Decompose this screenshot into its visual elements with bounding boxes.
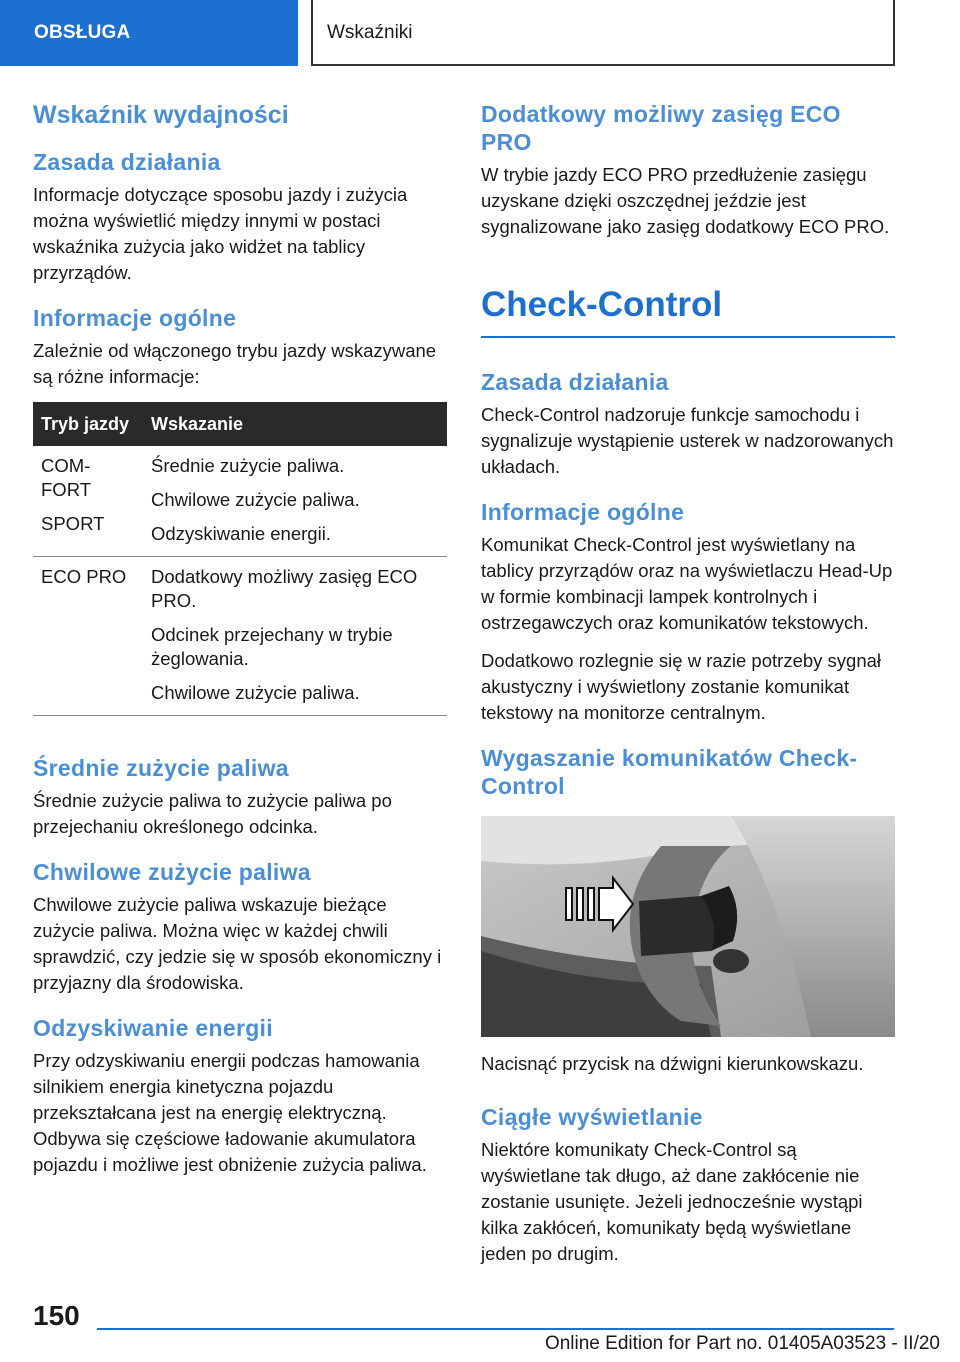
- text-zasada: Informacje dotyczące sposobu jazdy i zużycia można wyświetlić między innymi w postaci wskaźnika zużycia jako widżet na tablicy przyrządów.: [33, 184, 408, 284]
- left-column: [33, 100, 447, 1190]
- text-srednie: Średnie zużycie paliwa to zużycie paliwa po przejechaniu określonego odcinka.: [33, 790, 392, 838]
- table-cell-mode: [33, 446, 143, 557]
- table-row: [33, 446, 447, 557]
- display-item: Chwilowe zużycie paliwa.: [151, 489, 360, 511]
- display-item: Dodatkowy możliwy zasięg ECO PRO.: [151, 566, 418, 612]
- text-informacje-cc-1: Komunikat Check-Control jest wyświetlany na tablicy przyrządów oraz na wyświetlaczu Head-Up w formie kombinacji lampek kontrolnych i ostrzegawczych oraz komunikatów tekstowych.: [481, 534, 893, 634]
- table-cell-display: [143, 557, 447, 716]
- display-item: Chwilowe zużycie paliwa.: [151, 682, 360, 704]
- table-header-row: [33, 402, 447, 446]
- heading-informacje: Informacje ogólne: [33, 305, 237, 332]
- heading-chwilowe: Chwilowe zużycie paliwa: [33, 859, 311, 886]
- edition-text: Online Edition for Part no. 01405A03523 - II/20: [544, 1333, 940, 1354]
- mode-sport: SPORT: [41, 513, 105, 535]
- col-header-display: Wskazanie: [143, 402, 447, 446]
- photo-caption: Nacisnąć przycisk na dźwigni kierunkowskazu.: [481, 1053, 864, 1075]
- text-informacje-cc-2: Dodatkowo rozlegnie się w razie potrzeby sygnał akustyczny i wyświetlony zostanie komunikat tekstowy na monitorze centralnym.: [481, 650, 882, 724]
- mode-eco-pro: ECO PRO: [41, 566, 127, 588]
- heading-eco-pro: Dodatkowy możliwy zasięg ECO PRO: [481, 101, 841, 156]
- table-cell-mode: [33, 557, 143, 716]
- display-item: Średnie zużycie paliwa.: [151, 455, 345, 477]
- display-item: Odcinek przejechany w trybie żeglowania.: [151, 624, 393, 670]
- heading-zasada: Zasada działania: [33, 149, 221, 175]
- chapter-title: Wskaźniki: [311, 0, 895, 66]
- heading-informacje-cc: Informacje ogólne: [481, 499, 685, 526]
- section-title: Wskaźnik wydajności: [33, 101, 289, 129]
- text-eco-pro: W trybie jazdy ECO PRO przedłużenie zasięgu uzyskane dzięki oszczędnej jeździe jest sygnalizowane jako zasięg dodatkowy ECO PRO.: [481, 164, 890, 238]
- mode-comfort: COM-FORT: [41, 455, 92, 501]
- text-chwilowe: Chwilowe zużycie paliwa wskazuje bieżące zużycie paliwa. Można więc w każdej chwili sprawdzić, czy jedzie się w sposób ekonomiczny i przyjazny dla środowiska.: [33, 894, 442, 994]
- text-odzyskiwanie: Przy odzyskiwaniu energii podczas hamowania silnikiem energia kinetyczna pojazdu przekształcana jest na energię elektryczną. Odbywa się częściowe ładowanie akumulatora pojazdu i możliwe jest obniżenie zużycia paliwa.: [33, 1050, 427, 1176]
- page-number: 150: [33, 1300, 80, 1331]
- section-tab: OBSŁUGA: [0, 0, 298, 66]
- heading-odzyskiwanie: Odzyskiwanie energii: [33, 1015, 273, 1042]
- heading-wygaszanie: Wygaszanie komunikatów Check-Control: [481, 745, 858, 800]
- mode-table: [33, 402, 447, 716]
- table-cell-display: [143, 446, 447, 557]
- text-informacje: Zależnie od włączonego trybu jazdy wskazywane są różne informacje:: [33, 340, 437, 388]
- chapter-heading: Check-Control: [481, 284, 895, 338]
- heading-ciagle: Ciągłe wyświetlanie: [481, 1104, 703, 1131]
- right-column: [481, 100, 895, 1279]
- col-header-mode: Tryb jazdy: [33, 402, 143, 446]
- heading-srednie: Średnie zużycie paliwa: [33, 755, 289, 782]
- display-item: Odzyskiwanie energii.: [151, 523, 331, 545]
- footer-divider: [97, 1328, 894, 1330]
- text-ciagle: Niektóre komunikaty Check-Control są wyświetlane tak długo, aż dane zakłócenie nie zostanie usunięte. Jeżeli jednocześnie wystąpi kilka zakłóceń, komunikaty będą wyświetlane jeden po drugim.: [481, 1139, 863, 1265]
- stalk-button-photo: [481, 816, 895, 1037]
- text-zasada-cc: Check-Control nadzoruje funkcje samochodu i sygnalizuje wystąpienie usterek w nadzorowanych układach.: [481, 404, 894, 478]
- heading-zasada-cc: Zasada działania: [481, 369, 669, 396]
- page-header: [0, 0, 960, 66]
- table-row: [33, 557, 447, 716]
